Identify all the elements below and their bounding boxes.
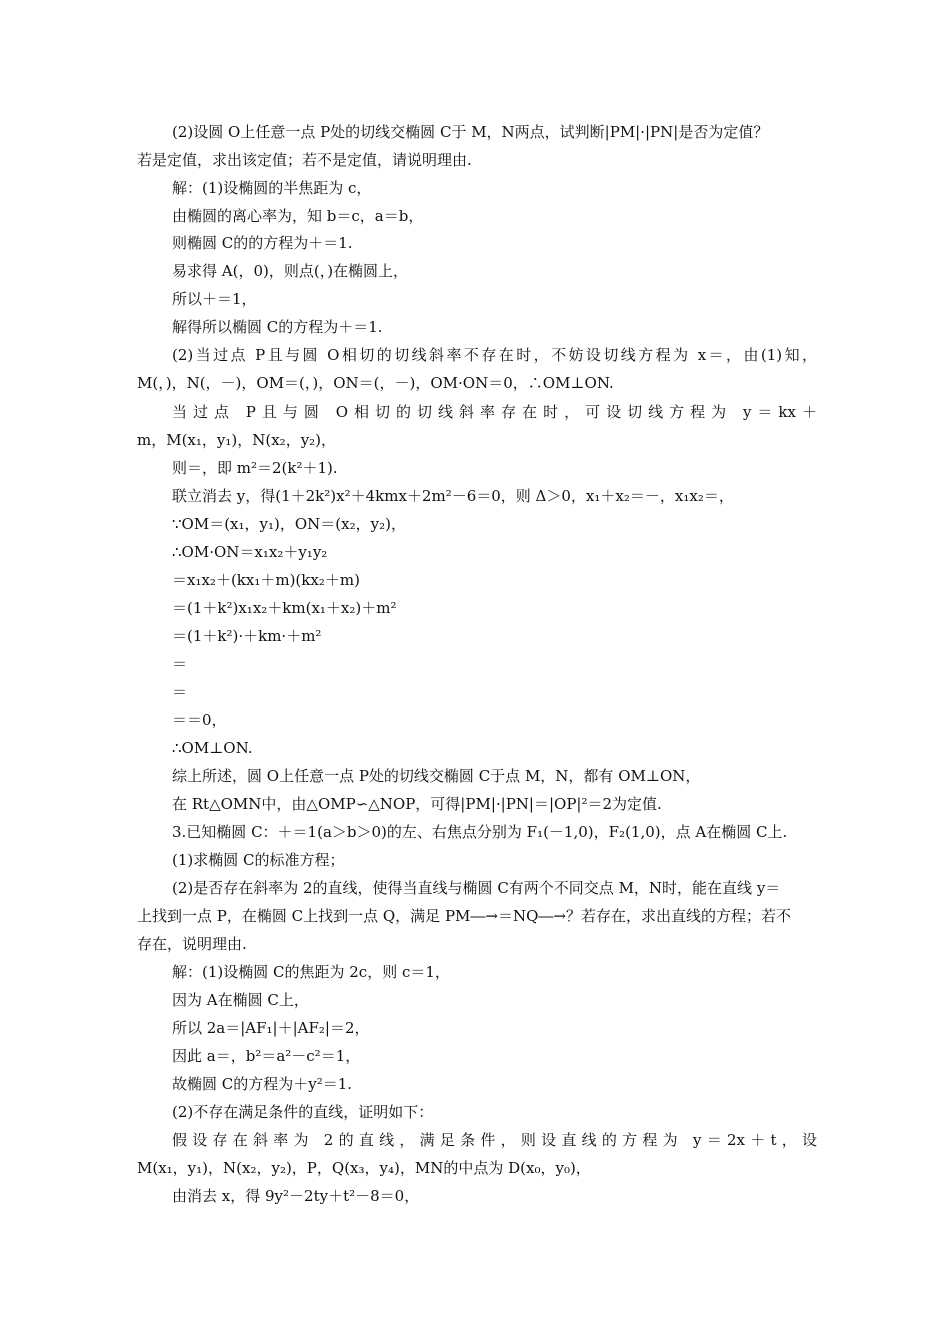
text-line: 存在，说明理由. xyxy=(137,935,247,953)
text-line: M(x₁，y₁)，N(x₂，y₂)，P，Q(x₃，y₄)，MN的中点为 D(x₀，y₀)， xyxy=(137,1159,591,1177)
text-line: 联立消去 y，得(1＋2k²)x²＋4kmx＋2m²－6＝0，则 Δ＞0，x₁＋x₂＝－，x₁x₂＝， xyxy=(172,487,734,505)
text-line: 所以＋＝1， xyxy=(172,290,257,308)
text-line: ＝(1＋k²)x₁x₂＋km(x₁＋x₂)＋m² xyxy=(172,599,397,617)
text-line: 因为 A在椭圆 C上， xyxy=(172,991,309,1009)
text-line: ∴OM⊥ON. xyxy=(172,739,253,757)
text-line: 综上所述，圆 O上任意一点 P处的切线交椭圆 C于点 M，N，都有 OM⊥ON， xyxy=(172,767,701,785)
text-line: 由椭圆的离心率为，知 b＝c，a＝b， xyxy=(172,207,424,225)
text-line: 易求得 A(，0)，则点(，)在椭圆上， xyxy=(172,262,409,280)
text-line: ＝ xyxy=(172,655,188,673)
text-line: 上找到一点 P，在椭圆 C上找到一点 Q，满足 PM―→＝NQ―→？若存在，求出直线的方程；若不 xyxy=(137,907,791,925)
text-line: ∵OM＝(x₁，y₁)，ON＝(x₂，y₂)， xyxy=(172,515,406,533)
text-line: 解：(1)设椭圆 C的焦距为 2c，则 c＝1， xyxy=(172,963,450,981)
text-line: 所以 2a＝|AF₁|＋|AF₂|＝2， xyxy=(172,1019,370,1037)
text-line: 则椭圆 C的的方程为＋＝1. xyxy=(172,234,353,252)
text-line: M(，)，N(，－)，OM＝(，)，ON＝(，－)，OM·ON＝0，∴OM⊥ON. xyxy=(137,374,614,392)
text-line: ＝＝0， xyxy=(172,711,227,729)
text-line: (2)是否存在斜率为 2的直线，使得当直线与椭圆 C有两个不同交点 M，N时，能在直线 y＝ xyxy=(172,879,781,897)
text-line: 解：(1)设椭圆的半焦距为 c， xyxy=(172,179,372,197)
text-line: (2)不存在满足条件的直线，证明如下： xyxy=(172,1103,434,1121)
text-line: 若是定值，求出该定值；若不是定值，请说明理由. xyxy=(137,151,472,169)
text-line: ＝ xyxy=(172,683,188,701)
text-line: 假设存在斜率为 2的直线，满足条件，则设直线的方程为 y＝2x＋t，设 xyxy=(172,1131,817,1149)
text-line: 在 Rt△OMN中，由△OMP∽△NOP，可得|PM|·|PN|＝|OP|²＝2为定值. xyxy=(172,795,662,813)
text-line: 故椭圆 C的方程为＋y²＝1. xyxy=(172,1075,353,1093)
text-line: 解得所以椭圆 C的方程为＋＝1. xyxy=(172,318,383,336)
text-line: 由消去 x，得 9y²－2ty＋t²－8＝0， xyxy=(172,1187,420,1205)
text-line: 当过点 P且与圆 O相切的切线斜率存在时，可设切线方程为 y＝kx＋ xyxy=(172,403,817,421)
text-line: 则＝，即 m²＝2(k²＋1). xyxy=(172,459,338,477)
text-line: ＝x₁x₂＋(kx₁＋m)(kx₂＋m) xyxy=(172,571,360,589)
text-line: (2)设圆 O上任意一点 P处的切线交椭圆 C于 M，N两点，试判断|PM|·|PN|是否为定值？ xyxy=(172,123,769,141)
text-line: ∴OM·ON＝x₁x₂＋y₁y₂ xyxy=(172,543,328,561)
text-line: (1)求椭圆 C的标准方程； xyxy=(172,851,345,869)
text-line: 因此 a＝，b²＝a²－c²＝1， xyxy=(172,1047,361,1065)
text-line: (2)当过点 P且与圆 O相切的切线斜率不存在时，不妨设切线方程为 x＝，由(1)知， xyxy=(172,346,817,364)
text-line: ＝(1＋k²)·＋km·＋m² xyxy=(172,627,322,645)
text-line: m，M(x₁，y₁)，N(x₂，y₂)， xyxy=(137,431,337,449)
text-line: 3.已知椭圆 C：＋＝1(a＞b＞0)的左、右焦点分别为 F₁(－1,0)，F₂(1,0)，点 A在椭圆 C上. xyxy=(172,823,788,841)
